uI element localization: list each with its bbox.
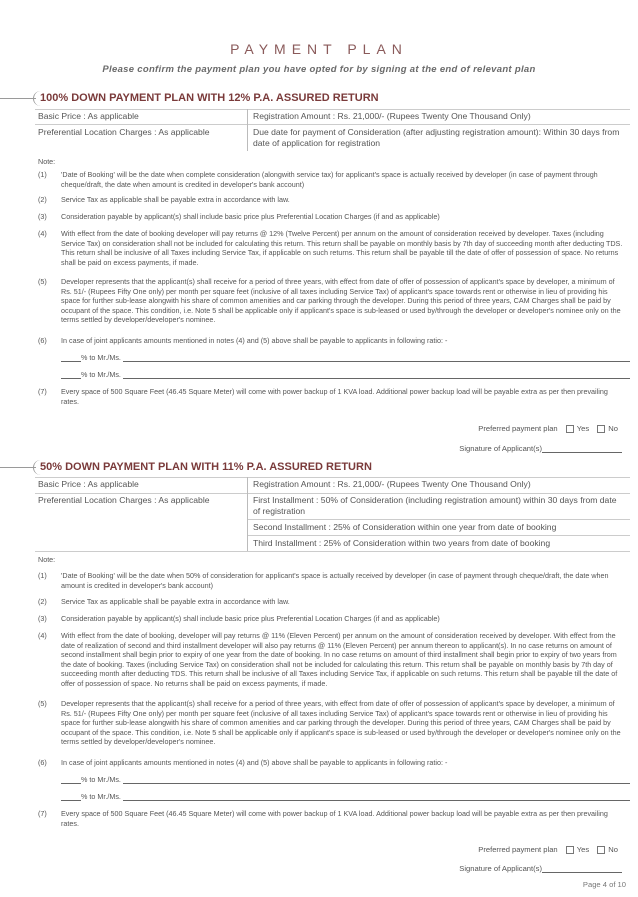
plan2-note [38,597,630,607]
divider [35,551,630,552]
page-title: PAYMENT PLAN [230,41,408,57]
ratio-label: % to Mr./Ms. [81,792,121,801]
note-text: Developer represents that the applicant(s) shall receive for a period of three years, with effect from date of offer of possession of applicant's space by developer, a minimum of Rs. 51/- (Rupees Fifty One only) per month per square feet (inclusive of all taxes including Service Tax) of applicant's space towards rent or otherwise in lieu of providing his space for further sub-lease alongwith his share of common amenities and car parking through the developer. During this period of three years, CAM Charges shall be paid by occupant of the space. This condition, i.e. Note 5 shall be applicable only if applicant's space is sub-leased or used by/through the developer or developer's nominee only on the terms settled by developer/developer's nominee. [61,277,621,325]
no-label: No [608,424,618,433]
plan2-first-installment: First Installment : 50% of Consideration (including registration amount) within 30 days from date of registration [253,495,617,516]
column-divider [247,477,248,551]
page-subtitle: Please confirm the payment plan you have opted for by signing at the end of relevant plan [102,64,536,75]
section-rule [0,98,36,99]
plan2-note [38,699,630,749]
plan2-third-installment: Third Installment : 25% of Consideration within two years from date of booking [253,538,551,548]
plan2-basic-price: Basic Price : As applicable [38,479,139,489]
plan1-plc: Preferential Location Charges : As applicable [38,127,210,137]
note-text: Service Tax as applicable shall be payable extra in accordance with law. [61,195,290,204]
note-text: 'Date of Booking' will be the date when 50% of consideration for applicant's space is actually received by developer (in case of payment through cheque/draft, the date when amount is credited in developer's bank account) [61,571,609,590]
note-number: (7) [38,387,47,396]
plan2-heading [33,460,378,475]
ratio-percent-blank[interactable] [61,371,81,379]
plan2-note [38,614,630,624]
divider [35,493,630,494]
ratio-label: % to Mr./Ms. [81,775,121,784]
plan2-plc: Preferential Location Charges : As applicable [38,495,210,505]
note-number: (6) [38,758,47,767]
plan2-note-label: Note: [38,555,56,564]
signature-label: Signature of Applicant(s) [459,444,542,453]
plan1-basic-price: Basic Price : As applicable [38,111,139,121]
note-text: With effect from the date of booking developer will pay returns @ 12% (Twelve Percent) per annum on the amount of consideration received by developer. Taxes (including Service Tax) on consideration shall not be included for calculating this return. This return shall be payable on monthly basis by 7th day of succeeding month after deducting TDS. This return shall be inclusive of all Taxes including Service Tax, if applicable on such returns. This return shall be payable till the date of offer of possession of space. No returns shall be paid on excess payments, if made. [61,229,623,267]
note-number: (1) [38,571,47,580]
note-number: (4) [38,229,47,238]
ratio-percent-blank[interactable] [61,776,81,784]
ratio-name-blank[interactable] [123,361,630,362]
plan1-note [38,387,630,407]
plan2-note [38,758,630,768]
note-number: (2) [38,597,47,606]
note-number: (3) [38,614,47,623]
note-text: 'Date of Booking' will be the date when complete consideration (alongwith service tax) for applicant's space is actually received by developer (in case of payment through cheque/draft, the date when amount is credited in developer's bank account) [61,170,598,189]
plan1-due-date: Due date for payment of Consideration (after adjusting registration amount): Within 30 days from date of application for registration [253,127,620,148]
section-rule [0,467,36,468]
divider [248,519,630,520]
column-divider [247,109,248,151]
plan2-ratio-line[interactable] [61,792,630,802]
plan2-second-installment: Second Installment : 25% of Consideration within one year from date of booking [253,522,557,532]
plan1-heading [33,91,385,106]
no-label: No [608,845,618,854]
plan2-preferred-plan [478,845,618,854]
ratio-percent-blank[interactable] [61,793,81,801]
plan1-ratio-line[interactable] [61,370,630,380]
yes-label: Yes [576,845,590,854]
preferred-label: Preferred payment plan [478,424,558,433]
page-number: Page 4 of 10 [582,880,626,889]
plan1-note-label: Note: [38,157,56,166]
note-text: Developer represents that the applicant(s) shall receive for a period of three years, with effect from date of offer of possession of applicant's space by developer, a minimum of Rs. 51/- (Rupees Fifty One only) per month per square feet (inclusive of all taxes including Service Tax) of applicant's space towards rent or otherwise in lieu of providing his space for further sub-lease alongwith his share of common amenities and car parking through the developer. During this period of three years, CAM Charges shall be paid by occupant of the space. This condition, i.e. Note 5 shall be applicable only if applicant's space is sub-leased or used by/through the developer or developer's nominee only on the terms settled by developer/developer's nominee. [61,699,621,747]
divider [35,477,630,478]
ratio-name-blank[interactable] [123,783,630,784]
divider [35,124,630,125]
note-number: (7) [38,809,47,818]
plan2-note [38,809,630,829]
note-text: Consideration payable by applicant(s) shall include basic price plus Preferential Location Charges (if and as applicable) [61,212,440,221]
no-checkbox[interactable] [597,425,605,433]
note-number: (2) [38,195,47,204]
plan2-note [38,571,630,591]
plan1-note [38,170,630,190]
plan2-note [38,631,630,691]
note-text: Consideration payable by applicant(s) shall include basic price plus Preferential Location Charges (if and as applicable) [61,614,440,623]
note-text: With effect from the date of booking, developer will pay returns @ 11% (Eleven Percent) per annum on the amount of consideration received by developer. With effect from the date of realization of second and third installment developer will also pay returns @ 11% (Eleven Percent) per annum thereon to applicant(s). In no case returns on amount of second installment shall begin prior to expiry of one year from the date of booking. In no case returns on amount of third installment shall begin prior to expiry of two years from the date of booking. Taxes (including Service Tax) on consideration shall not be included for calculating this return. This return shall be payable on monthly basis by 7th day of succeeding month after deducting TDS. This return shall be inclusive of all Taxes including Service Tax, if applicable on such returns. This return shall be payable till the date of offer of possession of space. No returns shall be paid on excess payments, if made. [61,631,618,688]
yes-checkbox[interactable] [566,425,574,433]
plan1-registration-amount: Registration Amount : Rs. 21,000/- (Rupees Twenty One Thousand Only) [253,111,531,121]
plan2-registration-amount: Registration Amount : Rs. 21,000/- (Rupees Twenty One Thousand Only) [253,479,531,489]
note-number: (3) [38,212,47,221]
divider [35,109,630,110]
note-number: (4) [38,631,47,640]
signature-line[interactable] [542,445,622,453]
yes-checkbox[interactable] [566,846,574,854]
ratio-percent-blank[interactable] [61,354,81,362]
ratio-name-blank[interactable] [123,800,630,801]
plan1-note [38,195,630,205]
plan1-heading-text: 100% DOWN PAYMENT PLAN WITH 12% P.A. ASSURED RETURN [40,92,379,104]
note-number: (5) [38,277,47,286]
note-text: Service Tax as applicable shall be payable extra in accordance with law. [61,597,290,606]
plan1-ratio-line[interactable] [61,353,630,363]
plan1-preferred-plan [478,424,618,433]
ratio-name-blank[interactable] [123,378,630,379]
plan1-note [38,336,630,346]
signature-line[interactable] [542,865,622,873]
signature-label: Signature of Applicant(s) [459,864,542,873]
plan2-heading-text: 50% DOWN PAYMENT PLAN WITH 11% P.A. ASSURED RETURN [40,461,372,473]
preferred-label: Preferred payment plan [478,845,558,854]
plan2-signature [459,864,622,873]
note-number: (5) [38,699,47,708]
ratio-label: % to Mr./Ms. [81,353,121,362]
ratio-label: % to Mr./Ms. [81,370,121,379]
note-text: In case of joint applicants amounts mentioned in notes (4) and (5) above shall be payable to applicants in following ratio: - [61,336,448,345]
note-text: Every space of 500 Square Feet (46.45 Square Meter) will come with power backup of 1 KVA load. Additional power backup load will be payable extra as per then prevailing rates. [61,387,608,406]
no-checkbox[interactable] [597,846,605,854]
plan1-note [38,212,630,222]
divider [248,535,630,536]
plan1-signature [459,444,622,453]
note-text: Every space of 500 Square Feet (46.45 Square Meter) will come with power backup of 1 KVA load. Additional power backup load will be payable extra as per then prevailing rates. [61,809,608,828]
plan2-ratio-line[interactable] [61,775,630,785]
note-text: In case of joint applicants amounts mentioned in notes (4) and (5) above shall be payable to applicants in following ratio: - [61,758,448,767]
plan1-note [38,229,630,269]
note-number: (6) [38,336,47,345]
note-number: (1) [38,170,47,179]
plan1-note [38,277,630,327]
yes-label: Yes [576,424,590,433]
